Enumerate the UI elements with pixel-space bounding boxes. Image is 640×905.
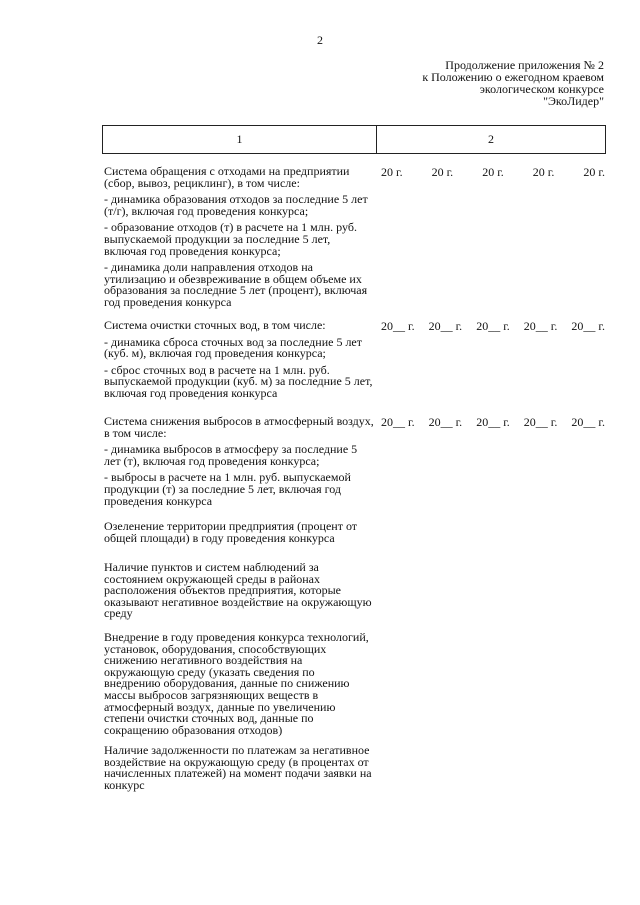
year-cell: 20__ г. [571,319,605,333]
year-cell: 20__ г. [523,415,558,429]
year-cell: 20__ г. [428,319,463,333]
column-header-1: 1 [103,126,377,153]
row-description [104,416,374,512]
row-text: Система обращения с отходами на предприятии (сбор, вывоз, рециклинг), в том числе: [104,164,350,190]
year-columns [381,320,605,332]
year-cell: 20__ г. [381,415,415,429]
row-description [104,320,374,405]
row-description [104,745,374,796]
row-text: Система очистки сточных вод, в том числе: [104,318,326,332]
appendix-line: Продолжение приложения № 2 [445,58,604,72]
row-description [104,521,374,549]
year-cell: 20__ г. [428,415,463,429]
row-text: Наличие задолженности по платежам за негативное воздействие на окружающую среду (в процентах от начисленных платежей) на момент подачи заявки на конкурс [104,743,372,792]
row-text: - выбросы в расчете на 1 млн. руб. выпускаемой продукции (т) за последние 5 лет, включая год проведения конкурса [104,470,351,508]
row-text: Озеленение территории предприятия (процент от общей площади) в году проведения конкурса [104,519,358,545]
year-cell: 20 г. [381,165,403,179]
row-text: Наличие пунктов и систем наблюдений за состоянием окружающей среды в районах расположения объектов предприятия, которые оказывают негативное воздействие на окружающую среду [104,560,372,621]
page-number: 2 [317,33,323,47]
row-description [104,166,374,314]
row-text: - сброс сточных вод в расчете на 1 млн. руб. выпускаемой продукции (куб. м) за последние 5 лет, включая год проведения конкурса [104,362,373,400]
year-cell: 20 г. [583,165,605,179]
row-text: - динамика выбросов в атмосферу за последние 5 лет (т), включая год проведения конкурса; [104,442,358,468]
year-columns [381,166,605,178]
year-cell: 20 г. [431,165,454,179]
year-cell: 20__ г. [381,319,415,333]
row-text: - динамика образования отходов за последние 5 лет (т/г), включая год проведения конкурса; [104,192,368,218]
appendix-header [360,59,604,107]
year-cell: 20__ г. [571,415,605,429]
year-cell: 20 г. [482,165,504,179]
appendix-line: "ЭкоЛидер" [543,94,604,108]
row-description [104,632,374,741]
row-description [104,562,374,625]
row-text: - динамика сброса сточных вод за последние 5 лет (куб. м), включая год проведения конкурса; [104,334,363,361]
year-cell: 20__ г. [523,319,558,333]
row-text: Внедрение в году проведения конкурса технологий, установок, оборудования, способствующих снижению негативного воздействия на окружающую среду (указать сведения по внедрению оборудования, данные по снижению массы выбросов загрязняющих веществ в атмосферный воздух, данные по увеличению степени очистки сточных вод, данные по сокращению образования отходов) [104,630,369,737]
year-cell: 20__ г. [476,319,510,333]
year-cell: 20 г. [532,165,555,179]
appendix-line: экологическом конкурсе [479,82,604,96]
year-cell: 20__ г. [476,415,510,429]
row-text: - динамика доли направления отходов на утилизацию и обезвреживание в общем объеме их образования за последние 5 лет (процент), включая год проведения конкурса [104,260,368,309]
year-columns [381,416,605,428]
row-text: Система снижения выбросов в атмосферный воздух, в том числе: [104,414,374,440]
column-header-2: 2 [488,132,494,146]
table-header [102,125,606,154]
row-text: - образование отходов (т) в расчете на 1 млн. руб. выпускаемой продукции за последние 5 лет, включая год проведения конкурса; [104,220,357,258]
appendix-line: к Положению о ежегодном краевом [422,70,604,84]
